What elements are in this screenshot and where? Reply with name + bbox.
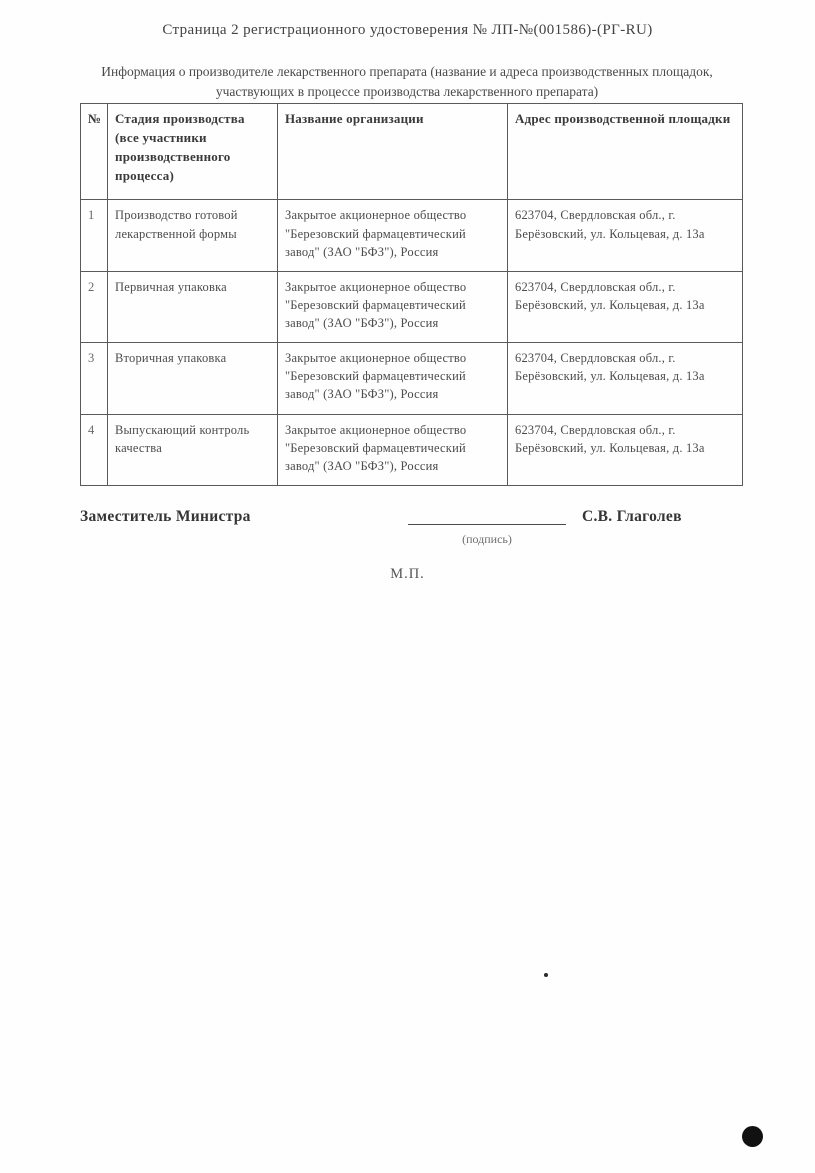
manufacturer-table — [80, 103, 743, 486]
cell-stage: Выпускающий контроль качества — [108, 414, 278, 485]
cell-org: Закрытое акционерное общество "Березовский фармацевтический завод" (ЗАО "БФЗ"), Россия — [278, 200, 508, 271]
cell-stage: Производство готовой лекарственной формы — [108, 200, 278, 271]
signature-line — [408, 524, 566, 525]
table-row — [81, 200, 743, 271]
seal-placeholder: М.П. — [390, 566, 425, 582]
cell-stage: Вторичная упаковка — [108, 343, 278, 414]
col-header-address: Адрес производственной площадки — [508, 104, 743, 200]
col-header-num: № — [81, 104, 108, 200]
signature-caption: (подпись) — [462, 532, 512, 546]
table-row — [81, 343, 743, 414]
cell-address: 623704, Свердловская обл., г. Берёзовский, ул. Кольцевая, д. 13а — [508, 200, 743, 271]
official-name: С.В. Глаголев — [582, 508, 682, 525]
cell-org: Закрытое акционерное общество "Березовский фармацевтический завод" (ЗАО "БФЗ"), Россия — [278, 414, 508, 485]
cell-org: Закрытое акционерное общество "Березовский фармацевтический завод" (ЗАО "БФЗ"), Россия — [278, 271, 508, 342]
cell-org: Закрытое акционерное общество "Березовский фармацевтический завод" (ЗАО "БФЗ"), Россия — [278, 343, 508, 414]
page-title: Страница 2 регистрационного удостоверения № ЛП-№(001586)-(РГ-RU) — [162, 22, 653, 38]
cell-num: 3 — [81, 343, 108, 414]
col-header-stage: Стадия производства (все участники производственного процесса) — [108, 104, 278, 200]
scan-artifact-dot — [544, 973, 548, 977]
cell-num: 1 — [81, 200, 108, 271]
cell-stage: Первичная упаковка — [108, 271, 278, 342]
cell-address: 623704, Свердловская обл., г. Берёзовский, ул. Кольцевая, д. 13а — [508, 414, 743, 485]
cell-num: 2 — [81, 271, 108, 342]
punch-hole-mark — [742, 1126, 763, 1147]
table-row — [81, 271, 743, 342]
document-subtitle: Информация о производителе лекарственного препарата (название и адреса производственных площадок, участвующих в процессе производства лекарственного препарата) — [101, 64, 713, 99]
cell-address: 623704, Свердловская обл., г. Берёзовский, ул. Кольцевая, д. 13а — [508, 343, 743, 414]
official-title: Заместитель Министра — [80, 508, 251, 525]
col-header-org: Название организации — [278, 104, 508, 200]
cell-address: 623704, Свердловская обл., г. Берёзовский, ул. Кольцевая, д. 13а — [508, 271, 743, 342]
table-header-row — [81, 104, 743, 200]
table-row — [81, 414, 743, 485]
cell-num: 4 — [81, 414, 108, 485]
